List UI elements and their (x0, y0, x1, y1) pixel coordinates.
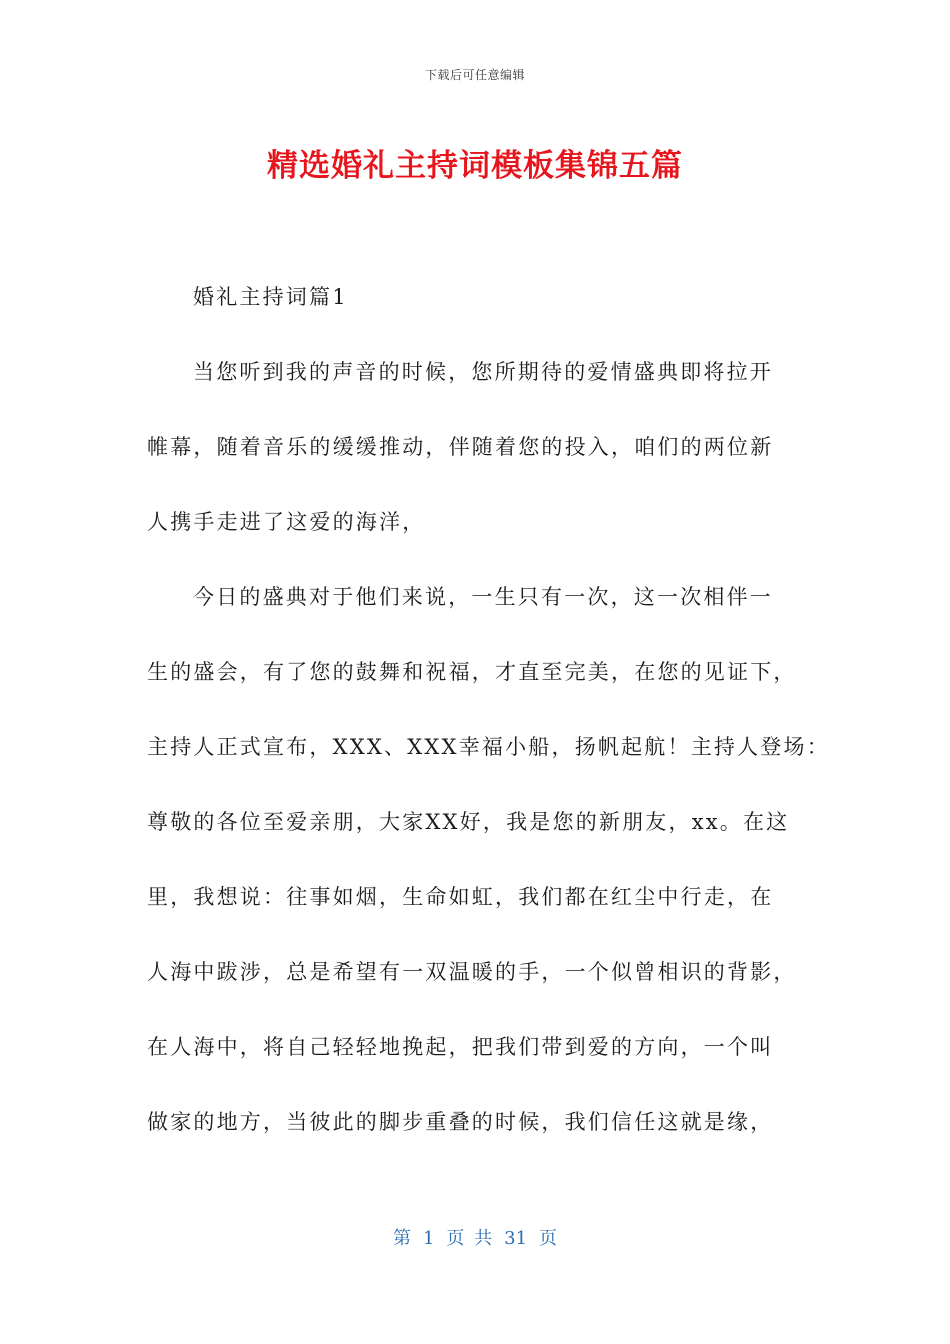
section-heading: 婚礼主持词篇1 (193, 285, 348, 309)
paragraph-line: 生的盛会，有了您的鼓舞和祝福，才直至完美，在您的见证下， (147, 660, 797, 684)
current-page-number: 1 (422, 1228, 435, 1249)
paragraph-line: 帷幕，随着音乐的缓缓推动，伴随着您的投入，咱们的两位新 (147, 435, 774, 459)
footer-prefix: 第 (392, 1228, 411, 1249)
page-footer (0, 1224, 950, 1250)
header-note: 下载后可任意编辑 (424, 68, 525, 82)
paragraph-line: 在人海中，将自己轻轻地挽起，把我们带到爱的方向，一个叫 (147, 1035, 774, 1059)
document-body (147, 270, 830, 1170)
document-title: 精选婚礼主持词模板集锦五篇 (267, 148, 683, 184)
footer-suffix: 页 (539, 1228, 558, 1249)
total-page-count: 31 (504, 1228, 528, 1249)
paragraph-line: 尊敬的各位至爱亲朋，大家XX好，我是您的新朋友，xx。在这 (147, 810, 790, 834)
paragraph-line: 人海中跋涉，总是希望有一双温暖的手，一个似曾相识的背影， (147, 960, 797, 984)
paragraph-line: 做家的地方，当彼此的脚步重叠的时候，我们信任这就是缘， (147, 1110, 774, 1134)
paragraph-line: 人携手走进了这爱的海洋， (147, 510, 426, 534)
footer-middle: 页 共 (446, 1228, 493, 1249)
paragraph-line: 里，我想说：往事如烟，生命如虹，我们都在红尘中行走，在 (147, 885, 774, 909)
paragraph-line: 当您听到我的声音的时候，您所期待的爱情盛典即将拉开 (193, 360, 773, 384)
paragraph-line: 今日的盛典对于他们来说，一生只有一次，这一次相伴一 (193, 585, 773, 609)
paragraph-line: 主持人正式宣布，XXX、XXX幸福小船，扬帆起航！主持人登场： (147, 735, 830, 759)
